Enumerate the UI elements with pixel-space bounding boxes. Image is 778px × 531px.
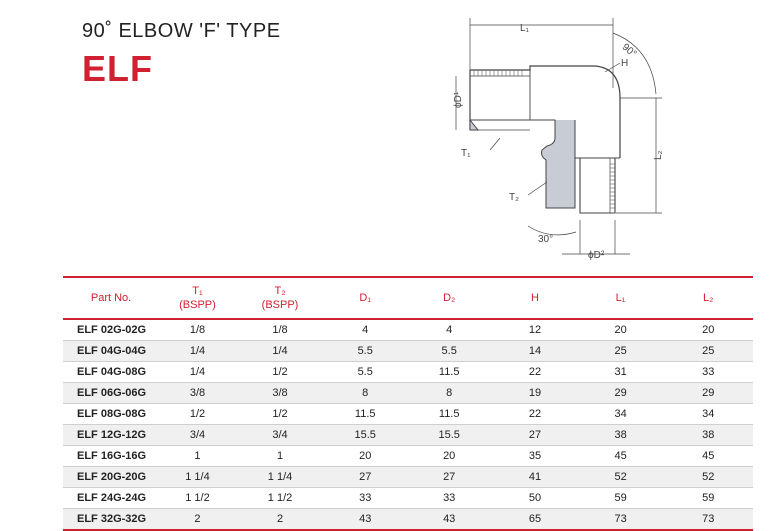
part-number-cell: ELF 08G-08G xyxy=(63,404,159,425)
dimension-cell: 65 xyxy=(492,509,578,531)
dimension-cell: 1 1/2 xyxy=(159,488,236,509)
dimension-cell: 1 1/2 xyxy=(236,488,324,509)
part-number-cell: ELF 24G-24G xyxy=(63,488,159,509)
column-header xyxy=(578,277,664,319)
dimension-cell: 12 xyxy=(492,319,578,341)
part-number-cell: ELF 16G-16G xyxy=(63,446,159,467)
label-t1: T₁ xyxy=(461,148,471,159)
column-header xyxy=(324,277,406,319)
dimension-cell: 14 xyxy=(492,341,578,362)
table-row xyxy=(63,404,753,425)
dimension-cell: 73 xyxy=(663,509,753,531)
table-header-row xyxy=(63,277,753,319)
dimension-cell: 52 xyxy=(663,467,753,488)
part-number-cell: ELF 32G-32G xyxy=(63,509,159,531)
dimension-cell: 5.5 xyxy=(324,362,406,383)
dimension-cell: 38 xyxy=(663,425,753,446)
column-header-label: T₂ xyxy=(274,285,286,297)
dimension-cell: 25 xyxy=(663,341,753,362)
column-header-label: D₁ xyxy=(359,292,372,304)
dimension-cell: 73 xyxy=(578,509,664,531)
dimension-cell: 34 xyxy=(663,404,753,425)
column-header-label: T₁ xyxy=(192,285,203,297)
column-header-label: L₂ xyxy=(703,292,714,304)
elbow-technical-drawing xyxy=(430,8,730,268)
dimension-cell: 1 1/4 xyxy=(159,467,236,488)
dimension-cell: 35 xyxy=(492,446,578,467)
column-header-sublabel: (BSPP) xyxy=(261,299,299,311)
dimension-cell: 50 xyxy=(492,488,578,509)
column-header xyxy=(492,277,578,319)
column-header-label: D₂ xyxy=(443,292,456,304)
dimension-cell: 59 xyxy=(663,488,753,509)
column-header xyxy=(406,277,492,319)
column-header-sublabel: (BSPP) xyxy=(179,299,216,311)
dimensions-table xyxy=(63,276,753,531)
label-chamfer: 30° xyxy=(538,234,554,245)
dimension-cell: 52 xyxy=(578,467,664,488)
table-row xyxy=(63,509,753,531)
dimension-cell: 19 xyxy=(492,383,578,404)
part-number-cell: ELF 02G-02G xyxy=(63,319,159,341)
dimension-cell: 45 xyxy=(663,446,753,467)
dimension-cell: 8 xyxy=(324,383,406,404)
table-row xyxy=(63,362,753,383)
table-row xyxy=(63,319,753,341)
dimension-cell: 22 xyxy=(492,362,578,383)
dimension-cell: 34 xyxy=(578,404,664,425)
dimension-cell: 8 xyxy=(406,383,492,404)
table-row xyxy=(63,446,753,467)
dimension-cell: 43 xyxy=(406,509,492,531)
dimension-cell: 11.5 xyxy=(324,404,406,425)
dimension-cell: 1/8 xyxy=(159,319,236,341)
dimension-cell: 27 xyxy=(324,467,406,488)
dimension-cell: 22 xyxy=(492,404,578,425)
dimension-cell: 1/2 xyxy=(159,404,236,425)
dimension-cell: 3/4 xyxy=(159,425,236,446)
dimension-cell: 11.5 xyxy=(406,404,492,425)
part-number-cell: ELF 04G-08G xyxy=(63,362,159,383)
label-d2: ϕD² xyxy=(588,250,605,261)
table-row xyxy=(63,383,753,404)
label-h: H xyxy=(621,58,629,69)
column-header xyxy=(159,277,236,319)
column-header xyxy=(63,277,159,319)
dimension-cell: 1/4 xyxy=(236,341,324,362)
column-header-label: Part No. xyxy=(90,292,132,304)
dimension-cell: 38 xyxy=(578,425,664,446)
label-d1: ϕD¹ xyxy=(453,91,464,108)
dimension-cell: 20 xyxy=(406,446,492,467)
column-header xyxy=(236,277,324,319)
dimension-cell: 29 xyxy=(578,383,664,404)
dimension-cell: 33 xyxy=(663,362,753,383)
dimension-cell: 1/4 xyxy=(159,362,236,383)
dimension-cell: 4 xyxy=(406,319,492,341)
dimension-cell: 15.5 xyxy=(324,425,406,446)
table-row xyxy=(63,425,753,446)
dimension-cell: 59 xyxy=(578,488,664,509)
table-row xyxy=(63,467,753,488)
dimension-cell: 1/8 xyxy=(236,319,324,341)
dimension-cell: 20 xyxy=(578,319,664,341)
column-header-label: H xyxy=(530,292,539,304)
column-header-label: L₁ xyxy=(615,292,626,304)
dimension-cell: 15.5 xyxy=(406,425,492,446)
dimension-cell: 4 xyxy=(324,319,406,341)
table-row xyxy=(63,488,753,509)
dimension-cell: 1 1/4 xyxy=(236,467,324,488)
dimension-cell: 31 xyxy=(578,362,664,383)
dimension-cell: 33 xyxy=(324,488,406,509)
dimension-cell: 25 xyxy=(578,341,664,362)
dimension-cell: 27 xyxy=(406,467,492,488)
table-row xyxy=(63,341,753,362)
dimension-cell: 33 xyxy=(406,488,492,509)
label-l1: L₁ xyxy=(520,23,529,34)
dimension-cell: 41 xyxy=(492,467,578,488)
dimension-cell: 20 xyxy=(663,319,753,341)
part-number-cell: ELF 06G-06G xyxy=(63,383,159,404)
dimension-cell: 5.5 xyxy=(406,341,492,362)
dimension-cell: 27 xyxy=(492,425,578,446)
dimension-cell: 3/4 xyxy=(236,425,324,446)
dimension-cell: 1 xyxy=(236,446,324,467)
dimension-cell: 5.5 xyxy=(324,341,406,362)
label-t2: T₂ xyxy=(509,192,519,203)
dimension-cell: 11.5 xyxy=(406,362,492,383)
dimension-cell: 3/8 xyxy=(159,383,236,404)
dimension-cell: 20 xyxy=(324,446,406,467)
part-number-cell: ELF 04G-04G xyxy=(63,341,159,362)
dimension-cell: 1 xyxy=(159,446,236,467)
dimension-cell: 29 xyxy=(663,383,753,404)
label-l2: L₂ xyxy=(653,150,664,160)
dimension-cell: 2 xyxy=(236,509,324,531)
dimension-cell: 2 xyxy=(159,509,236,531)
dimension-cell: 45 xyxy=(578,446,664,467)
part-number-cell: ELF 12G-12G xyxy=(63,425,159,446)
dimension-cell: 3/8 xyxy=(236,383,324,404)
dimension-cell: 1/4 xyxy=(159,341,236,362)
label-angle: 90° xyxy=(619,41,639,60)
product-subtitle: 90˚ ELBOW 'F' TYPE xyxy=(82,20,281,42)
dimension-cell: 43 xyxy=(324,509,406,531)
table-body xyxy=(63,319,753,530)
column-header xyxy=(663,277,753,319)
product-code: ELF xyxy=(82,48,153,89)
dimension-cell: 1/2 xyxy=(236,362,324,383)
dimension-cell: 1/2 xyxy=(236,404,324,425)
part-number-cell: ELF 20G-20G xyxy=(63,467,159,488)
